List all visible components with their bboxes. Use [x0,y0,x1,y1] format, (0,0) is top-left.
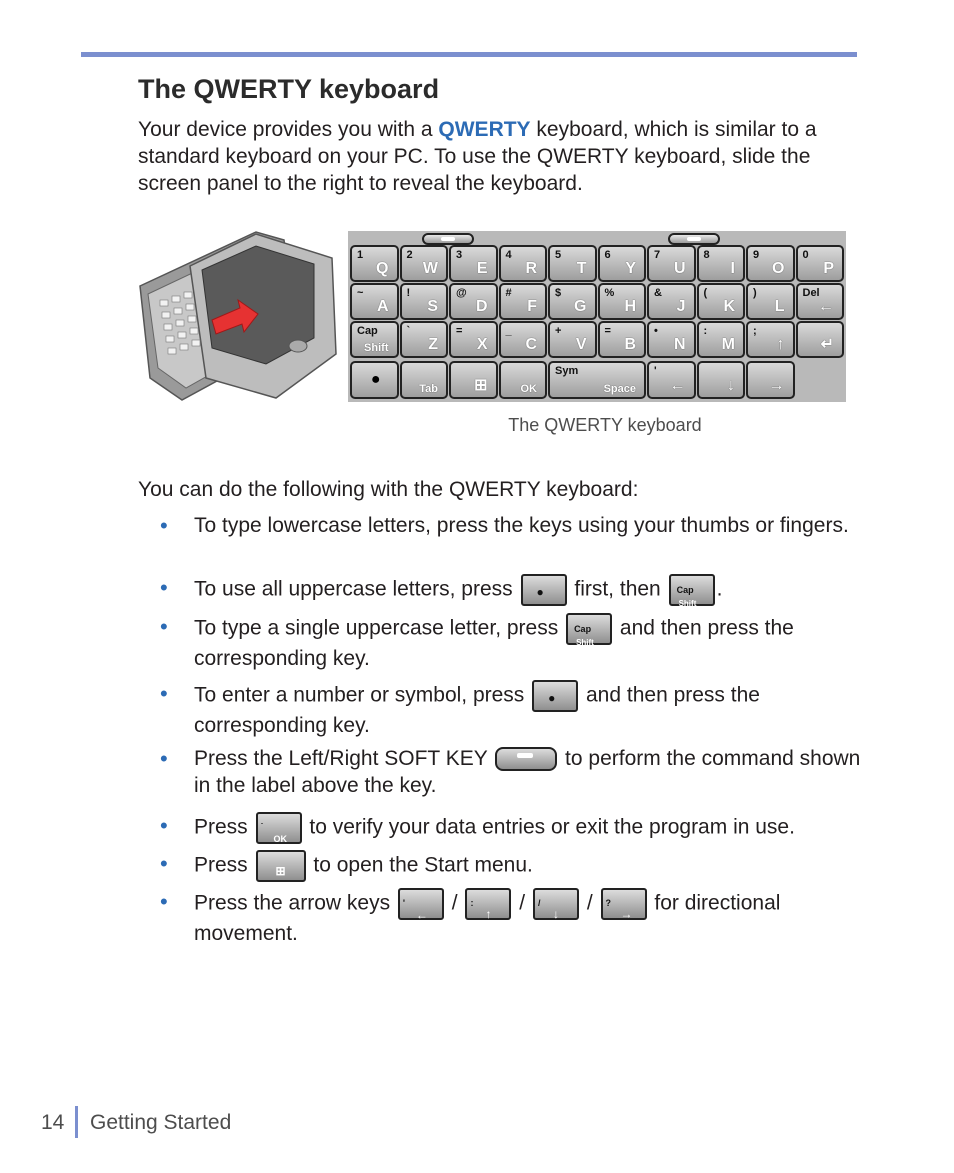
key-1-5 [598,283,647,320]
key-1-4 [548,283,597,320]
key-3-3 [499,361,548,399]
key-2-0 [350,321,399,358]
key-secondary-label: Sym [555,365,579,377]
bullet-icon: • [160,813,168,838]
list-item: • Press the arrow keys ' ← / : ↑ / / ↓ / ? → for directional movement. [160,889,781,945]
page-title: The QWERTY keyboard [138,74,440,104]
key-2-1 [400,321,449,358]
key-secondary-label: 3 [456,249,463,261]
key-2-2 [449,321,498,358]
key-primary-label: I [730,260,735,277]
key-3-5 [647,361,696,399]
key-primary-label: J [676,298,686,315]
key-secondary-label: ~ [357,287,364,299]
key-primary-label: W [422,260,438,277]
key-1-3 [499,283,548,320]
qwerty-keyboard-illustration [348,231,846,402]
key-primary-label: B [624,336,636,353]
key-primary-label: R [525,260,537,277]
key-primary-label: K [723,298,735,315]
key-3-2 [449,361,498,399]
key-primary-label: Q [376,260,389,277]
key-secondary-label: & [654,287,662,299]
symbol-key-icon: ● [521,574,567,606]
key-0-6 [647,245,696,282]
key-secondary-label: 5 [555,249,562,261]
key-secondary-label: # [505,287,512,299]
key-primary-label: E [476,260,488,277]
key-secondary-label: 0 [802,249,809,261]
key-primary-label: M [721,336,735,353]
right-soft-key [668,233,720,245]
key-secondary-label: 9 [753,249,760,261]
key-primary-label: H [624,298,636,315]
key-secondary-label: 1 [357,249,364,261]
lead-paragraph: You can do the following with the QWERTY keyboard: [138,478,639,501]
bullet-icon: • [160,851,168,876]
left-soft-key [422,233,474,245]
left-arrow-key-icon: ' ← [398,888,444,920]
bullet-icon: • [160,681,168,706]
key-primary-label: ↵ [820,336,834,353]
key-primary-label: Shift [364,342,389,354]
key-secondary-label: 4 [505,249,512,261]
up-arrow-key-icon: : ↑ [465,888,511,920]
key-3-7 [746,361,795,399]
key-primary-label: ← [669,377,686,394]
key-2-7 [697,321,746,358]
key-3-0 [350,361,399,399]
key-secondary-label: = [604,325,611,337]
section-name: Getting Started [90,1111,232,1134]
key-primary-label: ● [370,371,381,388]
key-secondary-label: : [703,325,708,337]
key-0-1 [400,245,449,282]
key-1-7 [697,283,746,320]
key-secondary-label: ' [654,365,657,377]
key-2-8 [746,321,795,358]
list-item: • To enter a number or symbol, press ● and then press the corresponding key. [160,681,760,737]
key-0-2 [449,245,498,282]
key-primary-label: L [774,298,785,315]
key-1-6 [647,283,696,320]
symbol-key-icon: ● [532,680,578,712]
key-secondary-label: 2 [406,249,413,261]
key-2-4 [548,321,597,358]
key-primary-label: U [673,260,686,277]
key-primary-label: Space [603,383,636,395]
key-primary-label: ↓ [727,377,735,394]
key-2-3 [499,321,548,358]
phone-illustration [136,228,346,406]
key-0-4 [548,245,597,282]
key-secondary-label: ` [406,325,411,337]
cap-shift-key-icon: Cap Shift [669,574,715,606]
key-3-4 [548,361,646,399]
figure-caption: The QWERTY keyboard [508,415,702,435]
key-primary-label: → [768,377,785,394]
key-secondary-label: 7 [654,249,661,261]
qwerty-highlight: QWERTY [438,118,531,141]
ok-key-icon: ˙ OK [256,812,302,844]
key-secondary-label: $ [555,287,562,299]
bullet-icon: • [160,746,168,771]
key-2-5 [598,321,647,358]
key-secondary-label: + [555,325,562,337]
key-1-9 [796,283,845,320]
key-secondary-label: • [654,325,658,337]
key-0-9 [796,245,845,282]
page-number: 14 [41,1111,65,1134]
key-1-0 [350,283,399,320]
bullet-icon: • [160,889,168,914]
key-2-6 [647,321,696,358]
key-secondary-label: @ [456,287,467,299]
key-3-6 [697,361,746,399]
key-2-9 [796,321,845,358]
key-0-0 [350,245,399,282]
key-primary-label: ← [818,298,834,315]
key-0-7 [697,245,746,282]
down-arrow-key-icon: / ↓ [533,888,579,920]
bullet-icon: • [160,575,168,600]
key-secondary-label: _ [505,325,512,337]
key-primary-label: X [476,336,488,353]
list-item: • Press the Left/Right SOFT KEY to perform the command shown in the label above the key. [160,746,861,797]
key-secondary-label: ( [703,287,708,299]
key-primary-label: OK [520,383,537,395]
key-1-8 [746,283,795,320]
key-secondary-label: ; [753,325,757,337]
soft-key-icon [495,747,557,771]
key-3-1 [400,361,449,399]
key-secondary-label: = [456,325,463,337]
key-primary-label: Y [625,260,636,277]
intro-paragraph: Your device provides you with a QWERTY keyboard, which is similar to a standard keyboard on your PC. To use the QWERTY keyboard, slide the screen panel to the right to reveal the keyboard. [138,118,817,195]
key-primary-label: V [575,336,587,353]
key-primary-label: F [527,298,537,315]
key-primary-label: ⊞ [474,377,488,394]
key-primary-label: Tab [419,383,438,395]
key-0-8 [746,245,795,282]
list-item: • To type a single uppercase letter, press Cap Shift and then press the corresponding key. [160,614,794,670]
key-primary-label: D [475,298,488,315]
start-key-icon: ⊞ [256,850,306,882]
cap-shift-key-icon: Cap Shift [566,613,612,645]
key-0-5 [598,245,647,282]
key-primary-label: ↑ [776,336,785,353]
footer-divider [75,1106,78,1138]
key-secondary-label: % [604,287,615,299]
key-1-2 [449,283,498,320]
key-primary-label: C [525,336,537,353]
key-primary-label: T [576,260,587,277]
key-secondary-label: ! [406,287,411,299]
key-0-3 [499,245,548,282]
right-arrow-key-icon: ? → [601,888,647,920]
top-rule [81,52,857,57]
key-primary-label: O [772,260,785,277]
key-primary-label: P [823,260,834,277]
key-secondary-label: Del [802,287,820,299]
key-secondary-label: 6 [604,249,611,261]
key-primary-label: Z [428,336,438,353]
key-primary-label: G [574,298,587,315]
key-primary-label: N [673,336,686,353]
key-primary-label: A [376,298,389,315]
key-1-1 [400,283,449,320]
key-secondary-label: Cap [357,325,378,337]
key-secondary-label: 8 [703,249,710,261]
bullet-icon: • [160,614,168,639]
bullet-icon: • [160,513,168,538]
key-primary-label: S [427,298,438,315]
key-secondary-label: ) [753,287,757,299]
